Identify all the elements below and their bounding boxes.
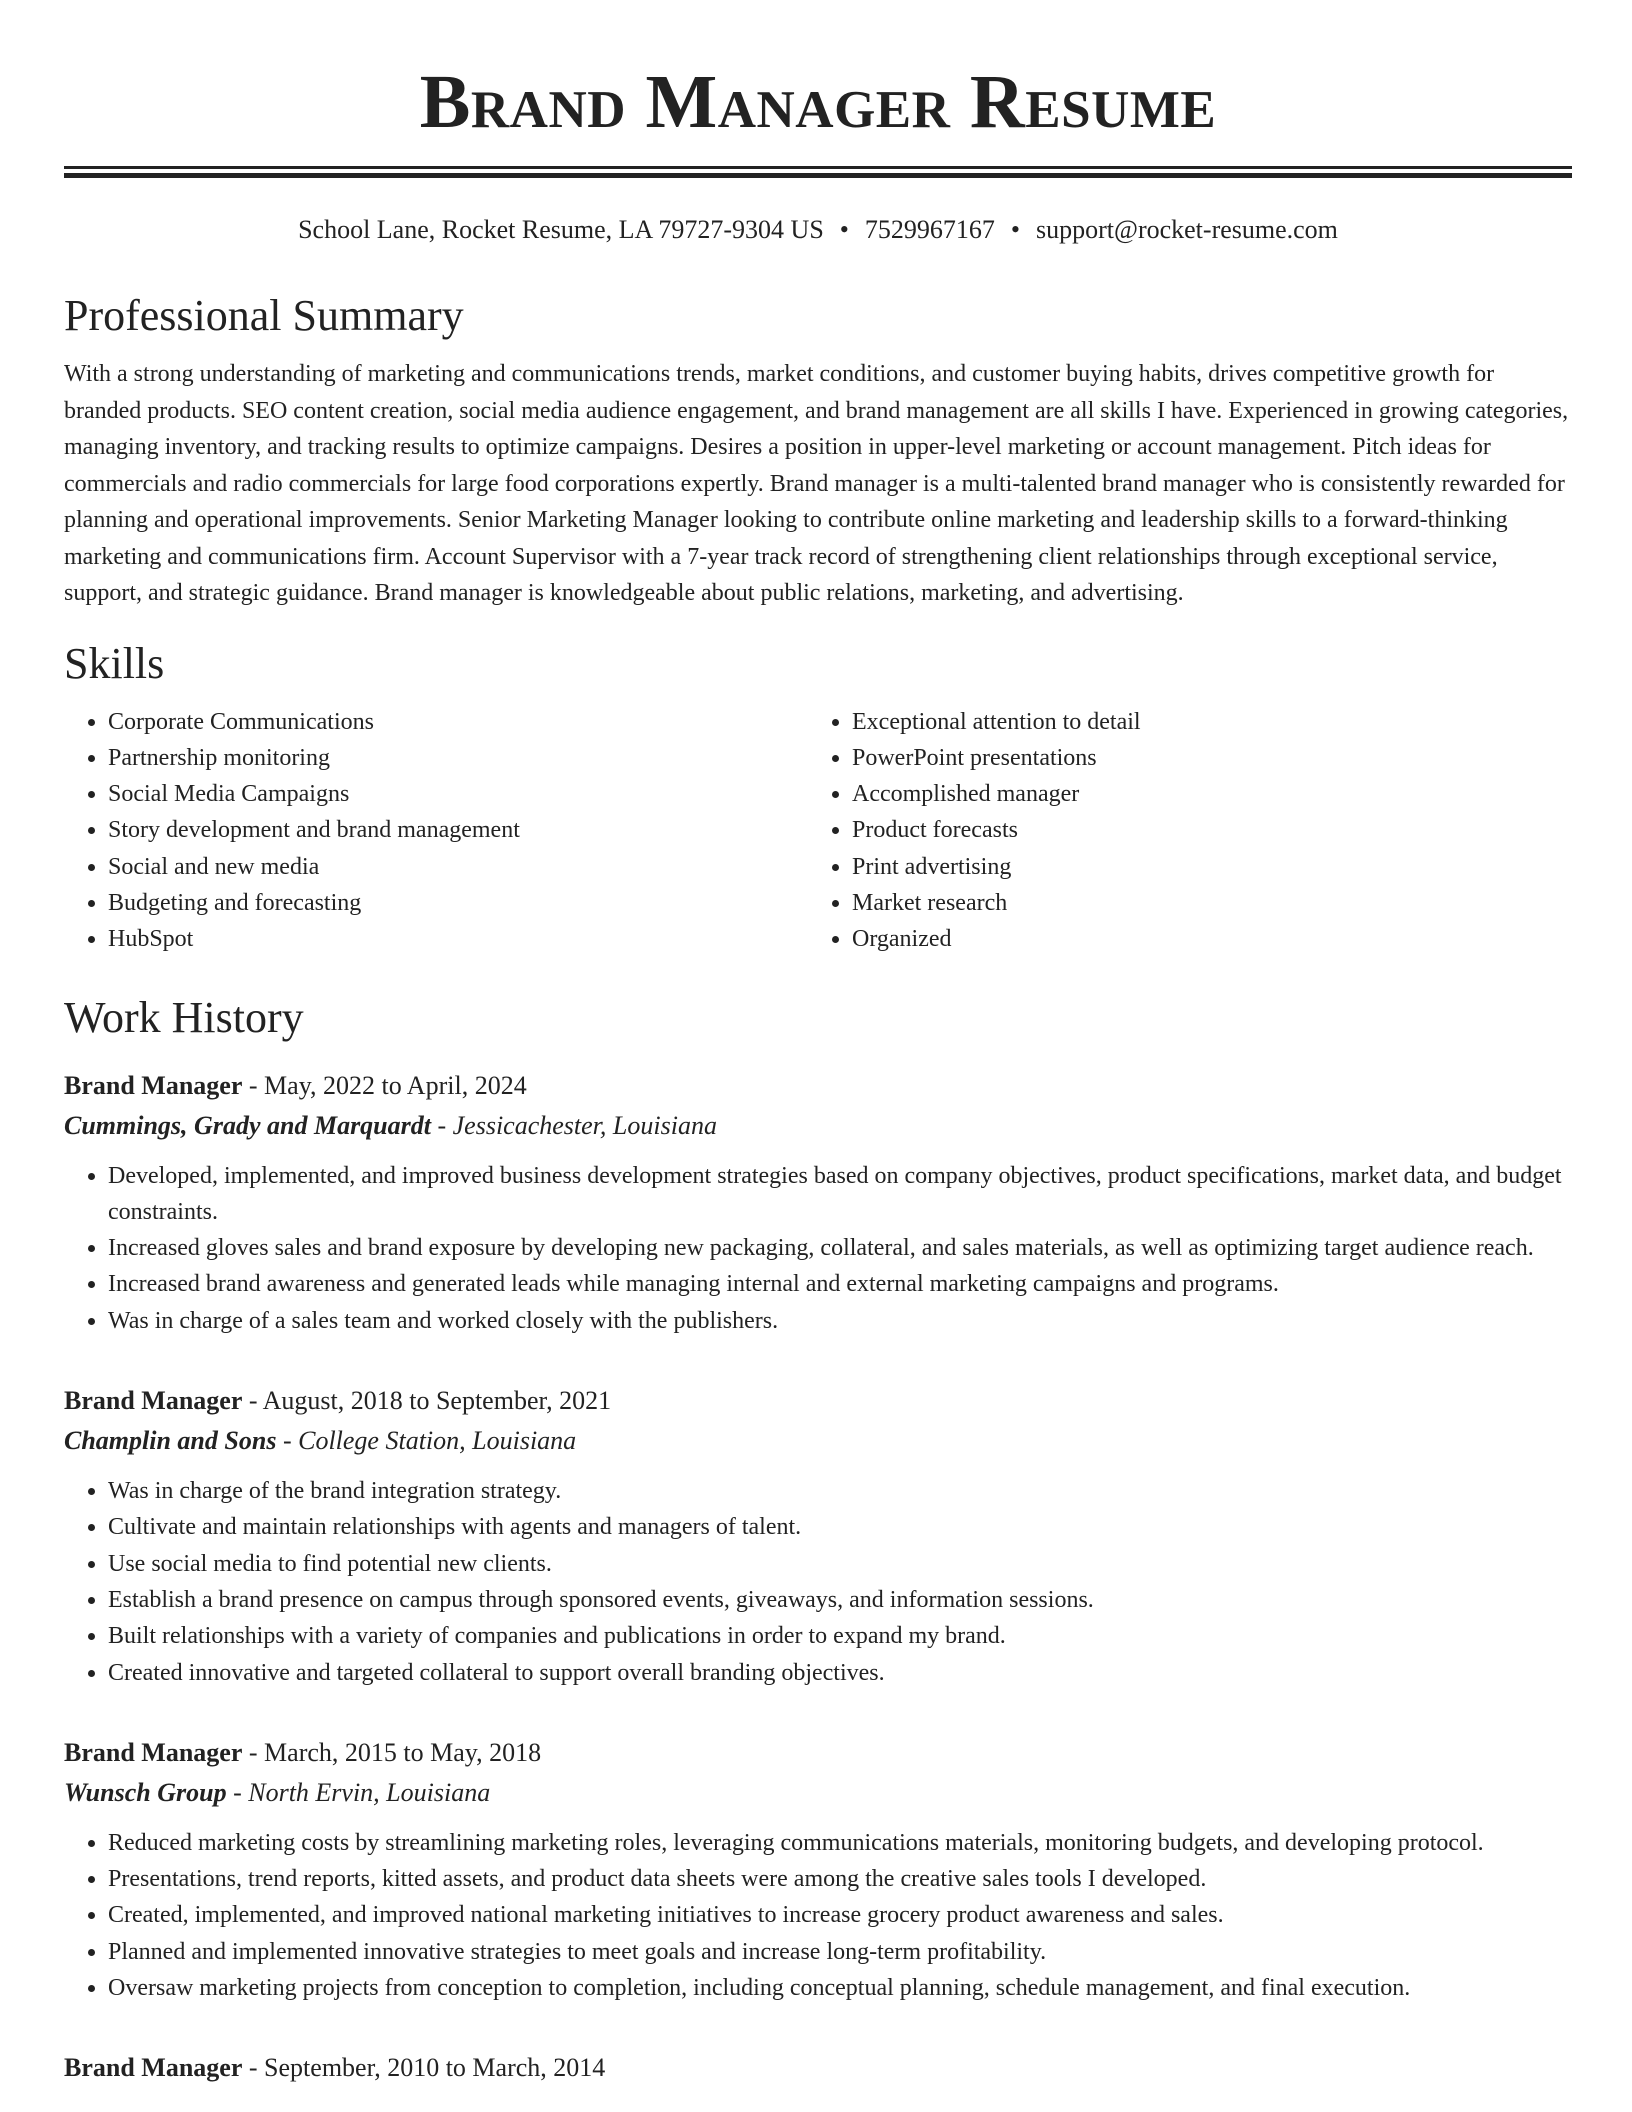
job-title: Brand Manager: [64, 1386, 243, 1416]
job-bullet: • Created, implemented, and improved national marketing initiatives to increase grocery product awareness and sales.: [108, 1897, 1572, 1933]
skill-item: • HubSpot: [108, 921, 808, 957]
job-company-line: [64, 1421, 1572, 1461]
skill-item: • PowerPoint presentations: [852, 740, 1552, 776]
job-bullets: [64, 1825, 1572, 2006]
job-company: Cummings, Grady and Marquardt: [64, 1110, 431, 1140]
job-location: - College Station, Louisiana: [276, 1426, 577, 1456]
job-title-line: [64, 1066, 1572, 1106]
skill-item: • Market research: [852, 885, 1552, 921]
skill-item: • Partnership monitoring: [108, 740, 808, 776]
job-bullet: • Developed, implemented, and improved business development strategies based on company objectives, product specifications, market data, and budget constraints.: [108, 1158, 1572, 1231]
skills-list-left: [64, 704, 808, 958]
job-dates: - August, 2018 to September, 2021: [242, 1386, 612, 1416]
job-entry: [64, 1381, 1572, 1691]
job-dates: - March, 2015 to May, 2018: [242, 1737, 542, 1767]
job-bullet: • Was in charge of the brand integration strategy.: [108, 1473, 1572, 1509]
job-bullet: • Built relationships with a variety of companies and publications in order to expand my brand.: [108, 1618, 1572, 1654]
job-title: Brand Manager: [64, 2053, 243, 2083]
skill-item: • Exceptional attention to detail: [852, 704, 1552, 740]
summary-text: With a strong understanding of marketing and communications trends, market conditions, and customer buying habits, drives competitive growth for branded products. SEO content creation, social media audience engagement, and brand management are all skills I have. Experienced in growing categories, managing inventory, and tracking results to optimize campaigns. Desires a position in upper-level marketing or account management. Pitch ideas for commercials and radio commercials for large food corporations expertly. Brand manager is a multi-talented brand manager who is consistently rewarded for planning and operational improvements. Senior Marketing Manager looking to contribute online marketing and leadership skills to a forward-thinking marketing and communications firm. Account Supervisor with a 7-year track record of strengthening client relationships through exceptional service, support, and strategic guidance. Brand manager is knowledgeable about public relations, marketing, and advertising.: [64, 361, 1569, 606]
job-bullet: • Increased gloves sales and brand exposure by developing new packaging, collateral, and sales materials, as well as optimizing target audience reach.: [108, 1230, 1572, 1266]
job-dates: - May, 2022 to April, 2024: [242, 1070, 527, 1100]
job-company: Wunsch Group: [64, 1777, 227, 1807]
job-bullets: [64, 1473, 1572, 1691]
job-bullet: • Planned and implemented innovative strategies to meet goals and increase long-term profitability.: [108, 1934, 1572, 1970]
job-bullets: [64, 1158, 1572, 1339]
job-title-line: [64, 2048, 1572, 2088]
job-bullet: • Reduced marketing costs by streamlining marketing roles, leveraging communications materials, monitoring budgets, and developing protocol.: [108, 1825, 1572, 1861]
job-bullet: • Establish a brand presence on campus through sponsored events, giveaways, and information sessions.: [108, 1582, 1572, 1618]
skills-list-right: [808, 704, 1552, 958]
skill-item: • Social and new media: [108, 849, 808, 885]
job-bullet: • Increased brand awareness and generated leads while managing internal and external marketing campaigns and programs.: [108, 1266, 1572, 1302]
job-title: Brand Manager: [64, 1737, 243, 1767]
skill-item: • Corporate Communications: [108, 704, 808, 740]
job-company-line: [64, 1773, 1572, 1813]
contact-separator: •: [1010, 215, 1020, 244]
job-entry: [64, 1066, 1572, 1339]
skill-item: • Budgeting and forecasting: [108, 885, 808, 921]
contact-line: [64, 214, 1572, 246]
contact-email: support@rocket-resume.com: [1036, 215, 1338, 244]
job-entry: [64, 2048, 1572, 2088]
skill-item: • Organized: [852, 921, 1552, 957]
skill-item: • Social Media Campaigns: [108, 776, 808, 812]
job-bullet: • Cultivate and maintain relationships with agents and managers of talent.: [108, 1509, 1572, 1545]
contact-separator: •: [839, 215, 849, 244]
job-bullet: • Created innovative and targeted collateral to support overall branding objectives.: [108, 1655, 1572, 1691]
title-divider: [64, 166, 1572, 178]
job-dates: - September, 2010 to March, 2014: [242, 2053, 606, 2083]
job-company: Champlin and Sons: [64, 1426, 277, 1456]
work-history-heading: Work History: [64, 992, 304, 1042]
skill-item: • Accomplished manager: [852, 776, 1552, 812]
skills-heading: Skills: [64, 638, 165, 688]
job-bullet: • Oversaw marketing projects from conception to completion, including conceptual planning, schedule management, and final execution.: [108, 1970, 1572, 2006]
contact-phone: 7529967167: [864, 215, 995, 244]
page-title: Brand Manager Resume: [419, 60, 1217, 144]
skill-item: • Product forecasts: [852, 812, 1552, 848]
job-bullet: • Presentations, trend reports, kitted assets, and product data sheets were among the creative sales tools I developed.: [108, 1861, 1572, 1897]
job-location: - Jessicachester, Louisiana: [430, 1110, 717, 1140]
job-bullet: • Use social media to find potential new clients.: [108, 1546, 1572, 1582]
job-location: - North Ervin, Louisiana: [226, 1777, 491, 1807]
skill-item: • Story development and brand management: [108, 812, 808, 848]
contact-address: School Lane, Rocket Resume, LA 79727-9304 US: [298, 215, 824, 244]
summary-heading: Professional Summary: [64, 291, 464, 340]
job-title-line: [64, 1381, 1572, 1421]
resume-page: [64, 0, 1572, 2088]
job-title-line: [64, 1733, 1572, 1773]
job-company-line: [64, 1106, 1572, 1146]
job-entry: [64, 1733, 1572, 2006]
skills-columns: [64, 704, 1572, 958]
job-bullet: • Was in charge of a sales team and worked closely with the publishers.: [108, 1303, 1572, 1339]
skill-item: • Print advertising: [852, 849, 1552, 885]
job-title: Brand Manager: [64, 1070, 243, 1100]
